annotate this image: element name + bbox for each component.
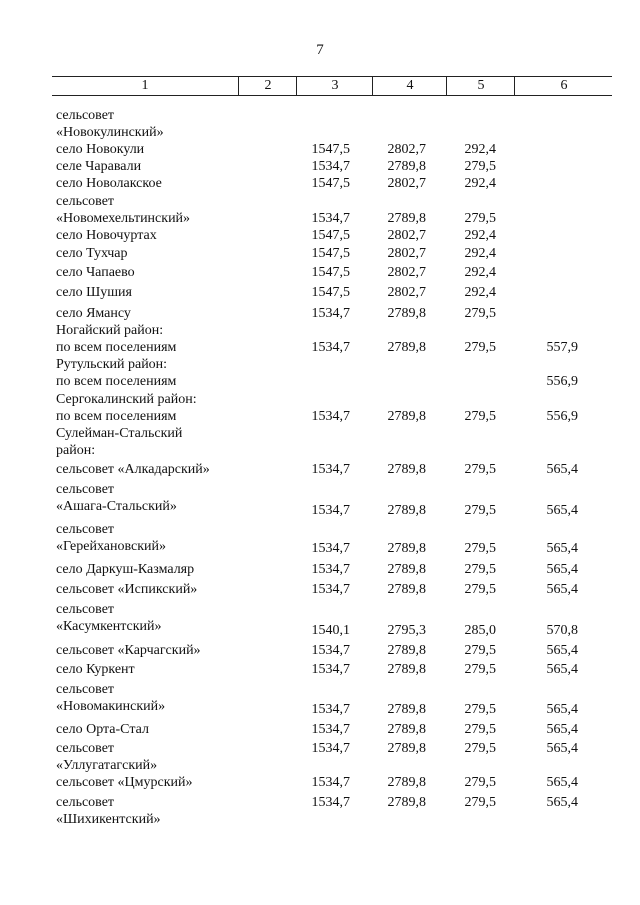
cell-col-3: 1547,5 — [311, 246, 350, 261]
cell-col-4: 2789,8 — [387, 795, 426, 810]
page-number: 7 — [316, 42, 324, 58]
cell-col-6: 556,9 — [546, 374, 578, 389]
row-name: село Новочуртах — [56, 228, 157, 243]
table-row — [0, 175, 640, 193]
row-name: сельсовет — [56, 108, 115, 123]
cell-col-4: 2789,8 — [387, 582, 426, 597]
cell-col-4: 2802,7 — [387, 176, 426, 191]
table-row — [0, 356, 640, 374]
cell-col-3: 1534,7 — [311, 662, 350, 677]
cell-col-3: 1534,7 — [311, 462, 350, 477]
cell-col-5: 279,5 — [464, 662, 496, 677]
cell-col-4: 2802,7 — [387, 246, 426, 261]
cell-col-3: 1534,7 — [311, 722, 350, 737]
cell-col-4: 2802,7 — [387, 285, 426, 300]
cell-col-3: 1547,5 — [311, 142, 350, 157]
cell-col-5: 292,4 — [464, 265, 496, 280]
cell-col-5: 292,4 — [464, 142, 496, 157]
row-name: сельсовет — [56, 795, 115, 810]
cell-col-6: 557,9 — [546, 340, 578, 355]
row-name: по всем поселениям — [56, 374, 177, 389]
row-name: по всем поселениям — [56, 340, 177, 355]
cell-col-6: 565,4 — [546, 662, 578, 677]
header-col-2: 2 — [238, 77, 297, 95]
table-row — [0, 373, 640, 391]
row-name: «Герейхановский» — [56, 539, 166, 554]
cell-col-6: 565,4 — [546, 643, 578, 658]
cell-col-6: 565,4 — [546, 702, 578, 717]
cell-col-6: 565,4 — [546, 582, 578, 597]
table-row — [0, 284, 640, 302]
cell-col-3: 1534,7 — [311, 775, 350, 790]
row-name: сельсовет — [56, 194, 115, 209]
cell-col-3: 1534,7 — [311, 541, 350, 556]
cell-col-5: 279,5 — [464, 211, 496, 226]
cell-col-5: 285,0 — [464, 623, 496, 638]
row-name: «Новомехельтинский» — [56, 211, 191, 226]
table-row — [0, 581, 640, 599]
cell-col-5: 279,5 — [464, 462, 496, 477]
cell-col-3: 1547,5 — [311, 176, 350, 191]
row-name: село Орта-Стал — [56, 722, 149, 737]
table-row — [0, 124, 640, 142]
table-row — [0, 757, 640, 775]
cell-col-6: 565,4 — [546, 722, 578, 737]
cell-col-3: 1534,7 — [311, 159, 350, 174]
table-row — [0, 661, 640, 679]
row-name: сельсовет «Алкадарский» — [56, 462, 210, 477]
cell-col-4: 2789,8 — [387, 503, 426, 518]
cell-col-4: 2802,7 — [387, 228, 426, 243]
table-row — [0, 601, 640, 619]
table-row — [0, 461, 640, 479]
cell-col-4: 2789,8 — [387, 722, 426, 737]
cell-col-3: 1534,7 — [311, 795, 350, 810]
cell-col-3: 1534,7 — [311, 306, 350, 321]
cell-col-3: 1547,5 — [311, 228, 350, 243]
cell-col-5: 279,5 — [464, 741, 496, 756]
row-name: «Уллугатагский» — [56, 758, 158, 773]
row-name: сельсовет «Испикский» — [56, 582, 198, 597]
table-row — [0, 681, 640, 699]
table-row — [0, 502, 640, 520]
row-name: сельсовет — [56, 522, 115, 537]
table-row — [0, 141, 640, 159]
header-col-6: 6 — [514, 77, 613, 95]
cell-col-6: 565,4 — [546, 541, 578, 556]
table-row — [0, 721, 640, 739]
cell-col-5: 292,4 — [464, 246, 496, 261]
row-name: район: — [56, 443, 96, 458]
table-row — [0, 811, 640, 829]
cell-col-4: 2789,8 — [387, 541, 426, 556]
table-row — [0, 561, 640, 579]
row-name: «Касумкентский» — [56, 619, 162, 634]
cell-col-4: 2789,8 — [387, 159, 426, 174]
cell-col-4: 2789,8 — [387, 741, 426, 756]
cell-col-5: 279,5 — [464, 795, 496, 810]
cell-col-4: 2789,8 — [387, 211, 426, 226]
row-name: Рутульский район: — [56, 357, 168, 372]
cell-col-3: 1534,7 — [311, 702, 350, 717]
cell-col-5: 279,5 — [464, 159, 496, 174]
cell-col-5: 279,5 — [464, 340, 496, 355]
cell-col-3: 1534,7 — [311, 741, 350, 756]
cell-col-6: 565,4 — [546, 795, 578, 810]
table-row — [0, 322, 640, 340]
cell-col-6: 565,4 — [546, 741, 578, 756]
row-name: селе Чаравали — [56, 159, 142, 174]
cell-col-3: 1534,7 — [311, 409, 350, 424]
table-row — [0, 227, 640, 245]
table-row — [0, 622, 640, 640]
cell-col-3: 1534,7 — [311, 503, 350, 518]
table-row — [0, 425, 640, 443]
row-name: село Тухчар — [56, 246, 128, 261]
table-row — [0, 774, 640, 792]
cell-col-6: 565,4 — [546, 775, 578, 790]
cell-col-4: 2802,7 — [387, 142, 426, 157]
table-row — [0, 158, 640, 176]
cell-col-5: 279,5 — [464, 722, 496, 737]
table-row — [0, 264, 640, 282]
row-name: «Ашага-Стальский» — [56, 499, 177, 514]
cell-col-6: 556,9 — [546, 409, 578, 424]
cell-col-5: 279,5 — [464, 562, 496, 577]
row-name: село Куркент — [56, 662, 135, 677]
cell-col-3: 1534,7 — [311, 211, 350, 226]
table-row — [0, 794, 640, 812]
row-name: село Ямансу — [56, 306, 131, 321]
cell-col-3: 1540,1 — [311, 623, 350, 638]
cell-col-5: 279,5 — [464, 775, 496, 790]
row-name: село Даркуш-Казмаляр — [56, 562, 195, 577]
cell-col-5: 279,5 — [464, 643, 496, 658]
cell-col-6: 565,4 — [546, 462, 578, 477]
row-name: по всем поселениям — [56, 409, 177, 424]
cell-col-5: 279,5 — [464, 503, 496, 518]
row-name: «Новокулинский» — [56, 125, 164, 140]
table-row — [0, 193, 640, 211]
row-name: село Чапаево — [56, 265, 135, 280]
row-name: Сергокалинский район: — [56, 392, 197, 407]
row-name: Ногайский район: — [56, 323, 164, 338]
table-header — [52, 76, 612, 96]
cell-col-4: 2789,8 — [387, 702, 426, 717]
table-row — [0, 642, 640, 660]
cell-col-3: 1534,7 — [311, 643, 350, 658]
row-name: сельсовет «Цмурский» — [56, 775, 193, 790]
cell-col-5: 279,5 — [464, 541, 496, 556]
cell-col-4: 2789,8 — [387, 562, 426, 577]
cell-col-5: 279,5 — [464, 306, 496, 321]
cell-col-4: 2795,3 — [387, 623, 426, 638]
table-row — [0, 442, 640, 460]
row-name: сельсовет — [56, 741, 115, 756]
header-col-1: 1 — [141, 78, 149, 93]
table-row — [0, 481, 640, 499]
table-row — [0, 210, 640, 228]
cell-col-4: 2789,8 — [387, 340, 426, 355]
table-row — [0, 391, 640, 409]
cell-col-4: 2789,8 — [387, 643, 426, 658]
cell-col-6: 570,8 — [546, 623, 578, 638]
row-name: сельсовет — [56, 682, 115, 697]
row-name: «Новомакинский» — [56, 699, 166, 714]
table-row — [0, 245, 640, 263]
header-col-4: 4 — [372, 77, 447, 95]
cell-col-5: 279,5 — [464, 582, 496, 597]
cell-col-3: 1534,7 — [311, 340, 350, 355]
cell-col-6: 565,4 — [546, 503, 578, 518]
row-name: село Новокули — [56, 142, 145, 157]
row-name: село Шушия — [56, 285, 132, 300]
table-row — [0, 740, 640, 758]
table-row — [0, 305, 640, 323]
table-row — [0, 107, 640, 125]
cell-col-3: 1547,5 — [311, 265, 350, 280]
cell-col-5: 292,4 — [464, 228, 496, 243]
cell-col-4: 2789,8 — [387, 306, 426, 321]
row-name: сельсовет — [56, 602, 115, 617]
cell-col-5: 279,5 — [464, 409, 496, 424]
cell-col-4: 2802,7 — [387, 265, 426, 280]
row-name: Сулейман-Стальский — [56, 426, 183, 441]
cell-col-3: 1534,7 — [311, 562, 350, 577]
header-col-3: 3 — [296, 77, 373, 95]
cell-col-5: 292,4 — [464, 285, 496, 300]
cell-col-3: 1534,7 — [311, 582, 350, 597]
cell-col-5: 279,5 — [464, 702, 496, 717]
table-row — [0, 521, 640, 539]
cell-col-4: 2789,8 — [387, 462, 426, 477]
cell-col-3: 1547,5 — [311, 285, 350, 300]
row-name: сельсовет «Карчагский» — [56, 643, 201, 658]
row-name: «Шихикентский» — [56, 812, 161, 827]
table-row — [0, 540, 640, 558]
table-row — [0, 339, 640, 357]
table-row — [0, 408, 640, 426]
row-name: село Новолакское — [56, 176, 162, 191]
cell-col-4: 2789,8 — [387, 409, 426, 424]
header-col-5: 5 — [446, 77, 515, 95]
cell-col-5: 292,4 — [464, 176, 496, 191]
cell-col-4: 2789,8 — [387, 662, 426, 677]
cell-col-6: 565,4 — [546, 562, 578, 577]
row-name: сельсовет — [56, 482, 115, 497]
cell-col-4: 2789,8 — [387, 775, 426, 790]
table-row — [0, 701, 640, 719]
